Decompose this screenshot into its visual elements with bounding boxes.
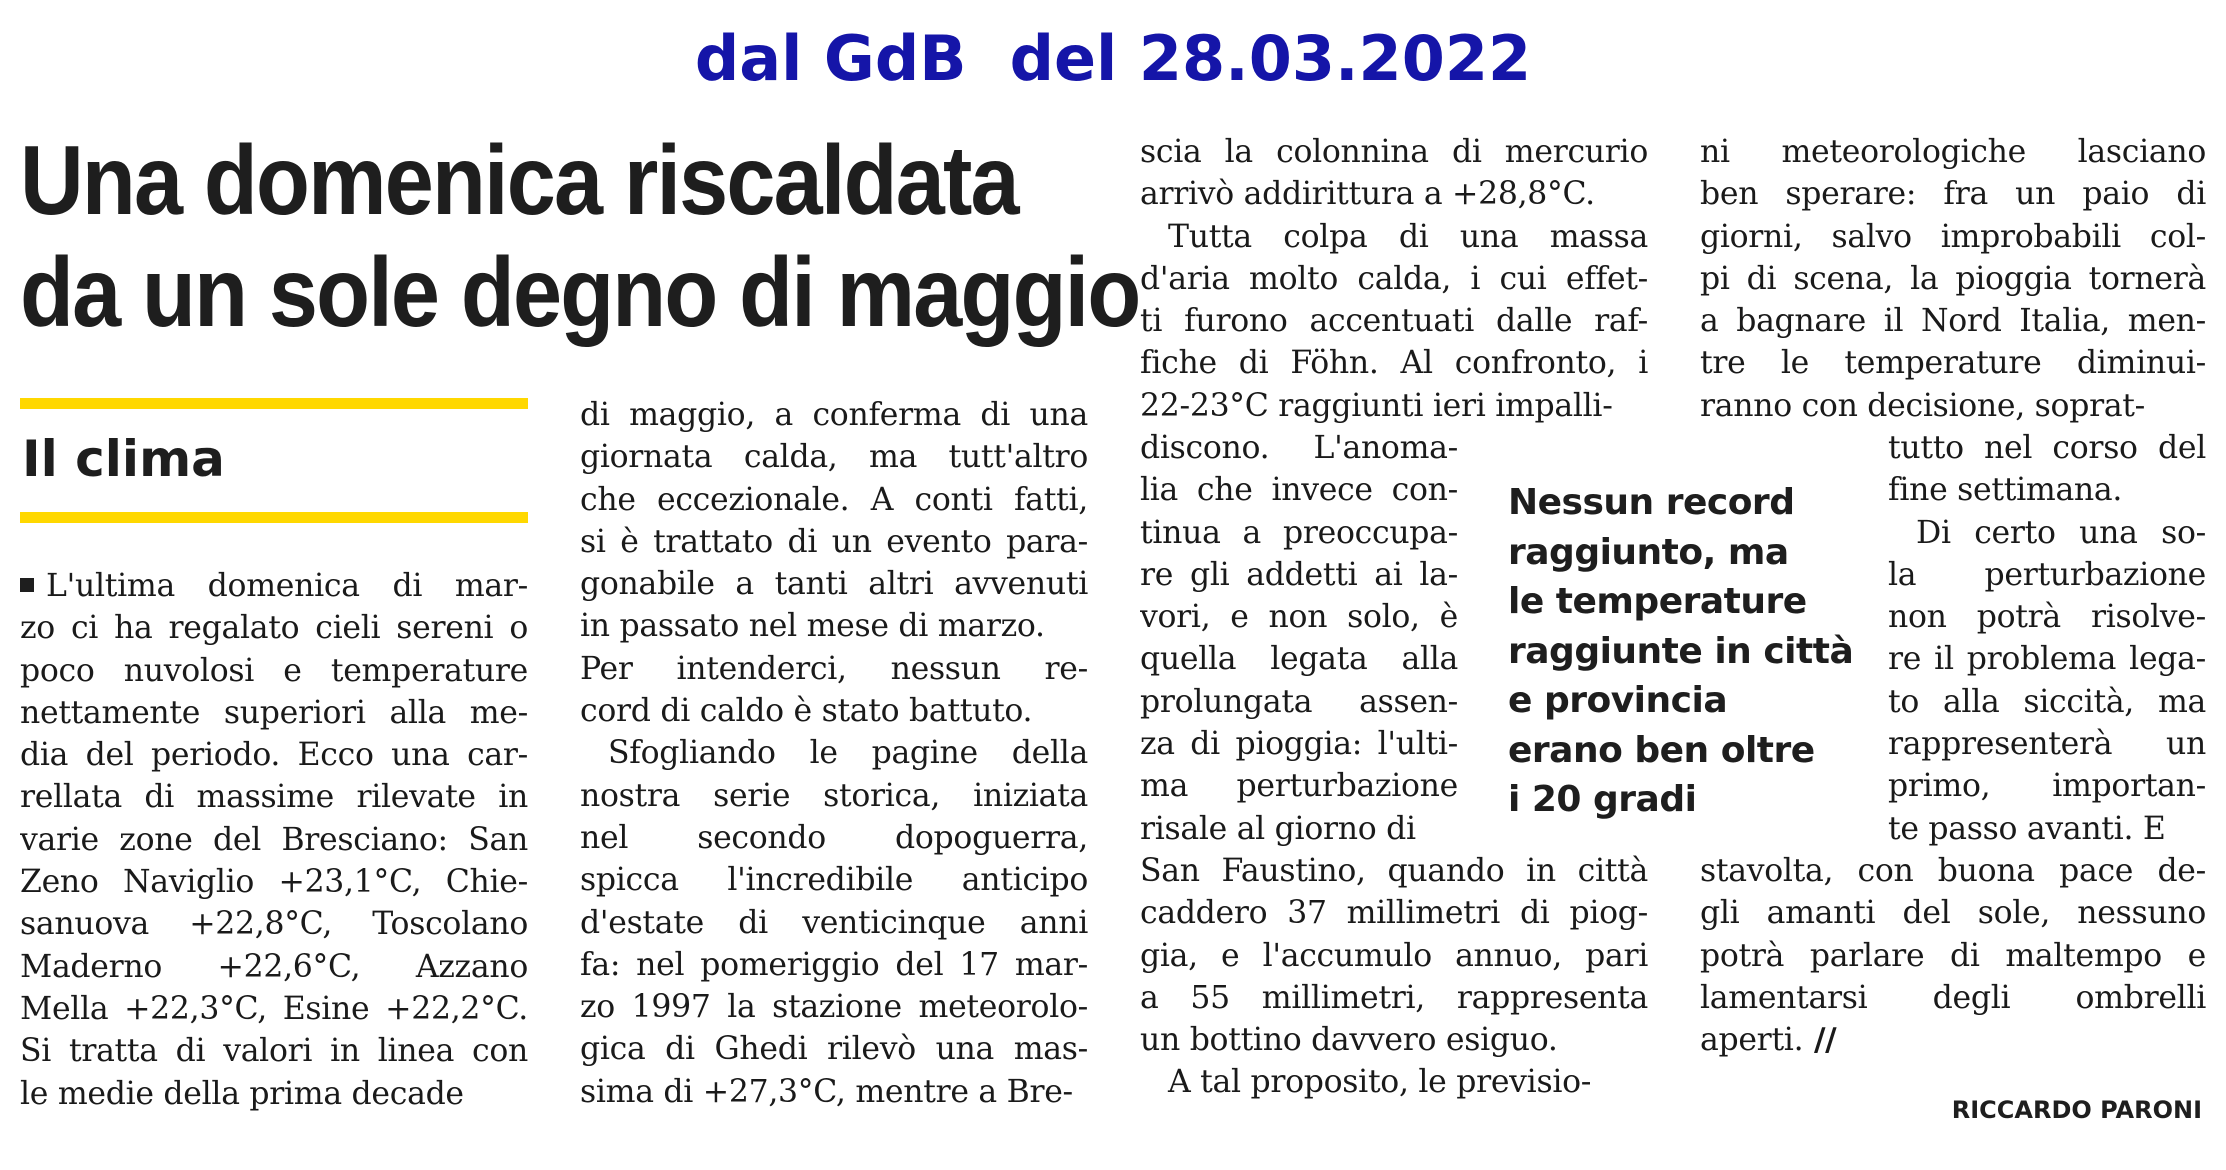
headline (20, 124, 1140, 348)
text-line: la perturbazione (1888, 556, 2206, 593)
text-line: gia, e l'accumulo annuo, pari (1140, 937, 1648, 974)
pull-quote-line: raggiunto, ma (1508, 531, 1789, 573)
article-column-3-top (1140, 131, 1648, 427)
text-line: A tal proposito, le previsio- (1168, 1064, 1592, 1101)
text-line: Zeno Naviglio +23,1°C, Chie- (20, 864, 528, 901)
text-line: zo 1997 la stazione meteorolo- (580, 989, 1088, 1026)
text-line: Per intenderci, nessun re- (580, 650, 1088, 687)
text-line: te passo avanti. E (1888, 810, 2166, 847)
text-line: tinua a preoccupa- (1140, 514, 1458, 551)
text-line: tutto nel corso del (1888, 430, 2206, 466)
article-column-4-mid (1888, 427, 2206, 850)
text-line: San Faustino, quando in città (1140, 853, 1648, 889)
text-line: fa: nel pomeriggio del 17 mar- (580, 946, 1088, 983)
text-line: Tutta colpa di una massa (1168, 218, 1648, 255)
text-line: giorni, salvo improbabili col- (1700, 218, 2206, 255)
text-line: Sfogliando le pagine della (608, 735, 1088, 772)
text-line: in passato nel mese di marzo. (580, 608, 1045, 645)
text-line: Mella +22,3°C, Esine +22,2°C. (20, 990, 528, 1027)
section-rule-top (20, 398, 528, 409)
text-line: potrà parlare di maltempo e (1700, 937, 2206, 974)
text-line: si è trattato di un evento para- (580, 523, 1088, 560)
text-line: poco nuvolosi e temperature (20, 652, 528, 689)
text-line: to alla siccità, ma (1888, 683, 2206, 720)
section-title: Il clima (22, 430, 225, 488)
source-label: dal GdB del 28.03.2022 (694, 22, 1532, 95)
text-line: gli amanti del sole, nessuno (1700, 895, 2206, 932)
text-line: cord di caldo è stato battuto. (580, 693, 1033, 730)
text-line: ti furono accentuati dalle raf- (1140, 303, 1648, 340)
text-line: nettamente superiori alla me- (20, 694, 528, 731)
text-line: aperti. // (1700, 1022, 1837, 1059)
text-line: gica di Ghedi rilevò una mas- (580, 1031, 1088, 1068)
article-column-4-top (1700, 131, 2206, 427)
article-column-1 (20, 565, 528, 1115)
text-line: re gli addetti ai la- (1140, 556, 1458, 593)
pull-quote-line: e provincia (1508, 680, 1728, 721)
text-line: nel secondo dopoguerra, (580, 819, 1088, 856)
pull-quote-line: i 20 gradi (1508, 779, 1697, 820)
text-line: ranno con decisione, soprat- (1700, 387, 2146, 424)
text-line: arrivò addirittura a +28,8°C. (1140, 176, 1595, 213)
text-line: lamentarsi degli ombrelli (1700, 979, 2206, 1016)
text-line: risale al giorno di (1140, 810, 1416, 847)
text-line: zo ci ha regalato cieli sereni o (20, 610, 528, 647)
text-line: scia la colonnina di mercurio (1140, 134, 1648, 170)
pull-quote (1508, 478, 1868, 825)
text-line: fiche di Föhn. Al confronto, i (1140, 345, 1648, 382)
text-line: prolungata assen- (1140, 683, 1458, 720)
paragraph-bullet-icon (20, 578, 34, 592)
end-mark: // (1803, 1022, 1837, 1059)
text-line: Di certo una so- (1916, 514, 2206, 551)
text-line: le medie della prima decade (20, 1075, 464, 1112)
text-line: primo, importan- (1888, 768, 2206, 805)
text-line: giornata calda, ma tutt'altro (580, 439, 1088, 476)
article-column-3-bottom (1140, 850, 1648, 1104)
text-line: re il problema lega- (1888, 641, 2206, 678)
text-line: d'estate di venticinque anni (580, 904, 1088, 941)
headline-line: da un sole degno di maggio (20, 237, 1140, 347)
article-column-3-mid (1140, 427, 1458, 850)
text-line: d'aria molto calda, i cui effet- (1140, 260, 1648, 297)
text-line: di maggio, a conferma di una (580, 397, 1088, 433)
article-column-4-bottom (1700, 850, 2206, 1061)
text-line: dia del periodo. Ecco una car- (20, 737, 528, 774)
pull-quote-line: le temperature (1508, 581, 1807, 622)
text-line: sanuova +22,8°C, Toscolano (20, 906, 528, 943)
text-line: ben sperare: fra un paio di (1700, 176, 2206, 213)
text-line: lia che invece con- (1140, 472, 1458, 509)
text-line: gonabile a tanti altri avvenuti (580, 566, 1088, 603)
text-line: nostra serie storica, iniziata (580, 777, 1088, 814)
text-line: pi di scena, la pioggia tornerà (1700, 260, 2206, 297)
text-line: discono. L'anoma- (1140, 430, 1458, 466)
text-line: spicca l'incredibile anticipo (580, 862, 1088, 899)
text-line: varie zone del Bresciano: San (20, 821, 528, 858)
text-line: L'ultima domenica di mar- (20, 565, 528, 607)
byline: RICCARDO PARONI (1951, 1096, 2202, 1124)
pull-quote-line: raggiunte in città (1508, 630, 1854, 672)
text-line: tre le temperature diminui- (1700, 345, 2206, 382)
text-line: rappresenterà un (1888, 726, 2206, 763)
text-line: Maderno +22,6°C, Azzano (20, 948, 528, 985)
text-line: 22-23°C raggiunti ieri impalli- (1140, 387, 1613, 424)
text-line: za di pioggia: l'ulti- (1140, 726, 1458, 763)
text-line: un bottino davvero esiguo. (1140, 1022, 1558, 1059)
headline-line: Una domenica riscaldata (20, 125, 1018, 235)
text-line: sima di +27,3°C, mentre a Bre- (580, 1073, 1073, 1110)
pull-quote-line: erano ben oltre (1508, 729, 1815, 771)
text-line: non potrà risolve- (1888, 599, 2206, 636)
text-line: vori, e non solo, è (1140, 599, 1458, 636)
text-line: ni meteorologiche lasciano (1700, 134, 2206, 170)
text-line: a 55 millimetri, rappresenta (1140, 979, 1648, 1016)
article-column-2 (580, 394, 1088, 1113)
text-line: rellata di massime rilevate in (20, 779, 528, 816)
text-line: stavolta, con buona pace de- (1700, 853, 2206, 889)
text-line: ma perturbazione (1140, 768, 1458, 805)
text-line: Si tratta di valori in linea con (20, 1033, 528, 1070)
text-line: fine settimana. (1888, 472, 2123, 509)
pull-quote-line: Nessun record (1508, 482, 1795, 523)
text-line: quella legata alla (1140, 641, 1458, 678)
text-line: caddero 37 millimetri di piog- (1140, 895, 1648, 932)
text-line: a bagnare il Nord Italia, men- (1700, 303, 2206, 340)
section-rule-bottom (20, 512, 528, 523)
text-line: che eccezionale. A conti fatti, (580, 481, 1088, 518)
